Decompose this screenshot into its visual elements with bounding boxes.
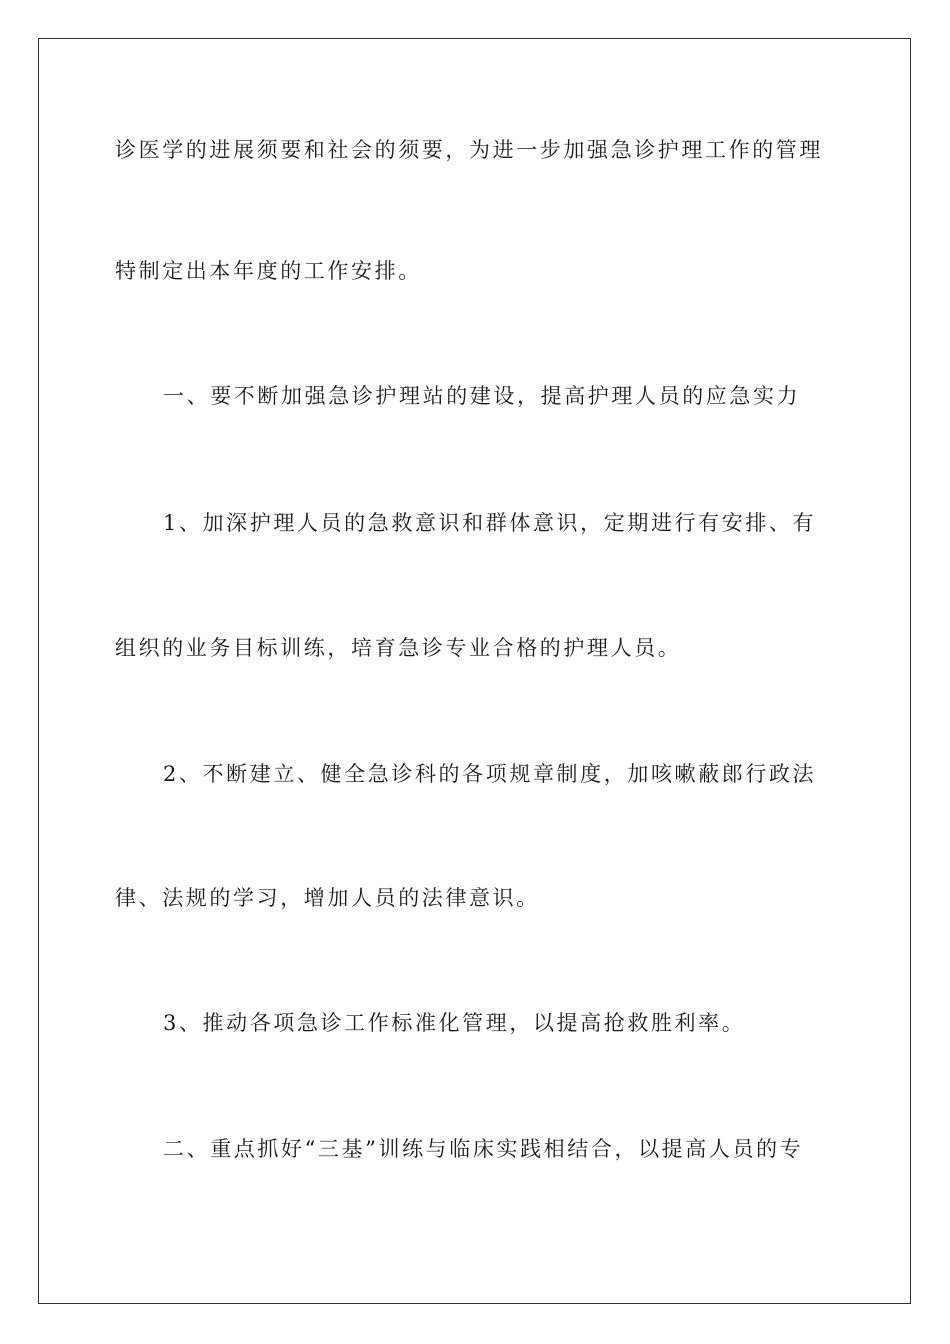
paragraph-line-1: 诊医学的进展须要和社会的须要，为进一步加强急诊护理工作的管理 — [115, 138, 823, 162]
paragraph-line-2: 特制定出本年度的工作安排。 — [115, 259, 422, 283]
list-item-1-line-2: 组织的业务目标训练，培育急诊专业合格的护理人员。 — [115, 636, 682, 660]
list-item-2-line-2: 律、法规的学习，增加人员的法律意识。 — [115, 886, 540, 910]
list-item-2-line-1: 2、不断建立、健全急诊科的各项规章制度，加咳嗽蔽郎行政法 — [163, 762, 817, 786]
section-heading-1: 一、要不断加强急诊护理站的建设，提高护理人员的应急实力 — [163, 384, 801, 408]
page-frame — [38, 38, 911, 1304]
section-heading-2: 二、重点抓好“三基”训练与临床实践相结合，以提高人员的专 — [163, 1137, 804, 1161]
list-item-3: 3、推动各项急诊工作标准化管理，以提高抢救胜利率。 — [163, 1011, 746, 1035]
list-item-1-line-1: 1、加深护理人员的急救意识和群体意识，定期进行有安排、有 — [163, 511, 817, 535]
